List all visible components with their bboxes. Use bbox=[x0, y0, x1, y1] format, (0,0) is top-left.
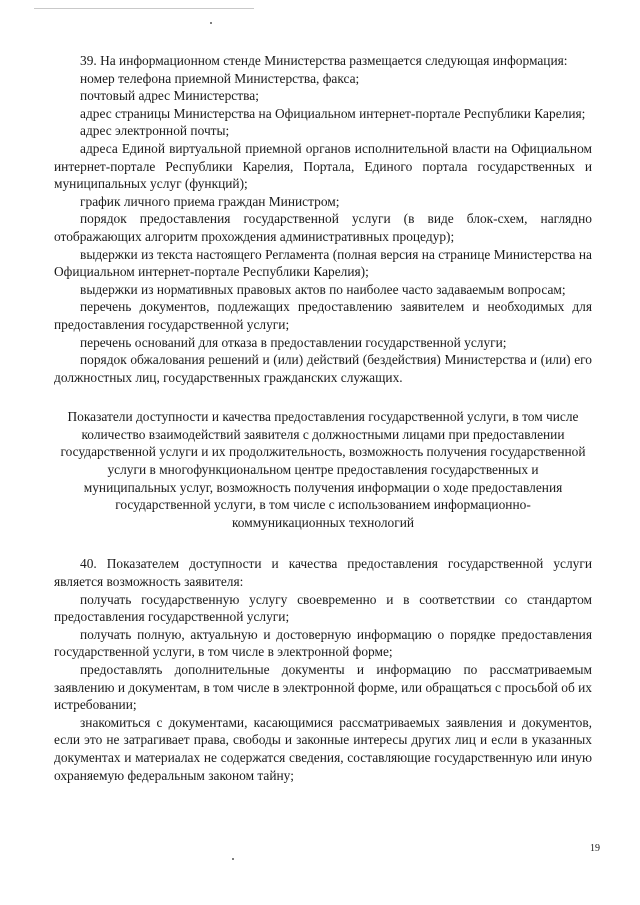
section-40-item: знакомиться с документами, касающимися рассматриваемых заявления и документов, если это не затрагивает права, свободы и законные интересы других лиц и если в указанных документах и материалах не содержатся сведения, составляющие государственную или иную охраняемую федеральным законом тайну; bbox=[54, 714, 592, 783]
section-39-item: адрес страницы Министерства на Официальном интернет-портале Республики Карелия; bbox=[80, 105, 586, 121]
scan-speck bbox=[232, 858, 234, 860]
section-40-intro: 40. Показателем доступности и качества предоставления государственной услуги является возможность заявителя: bbox=[54, 556, 592, 590]
section-39-item: адреса Единой виртуальной приемной органов исполнительной власти на Официальном интернет-портале Республики Карелия, Портала, Единого портала государственных и муниципальных услуг (функций); bbox=[54, 140, 592, 192]
section-39-item: график личного приема граждан Министром; bbox=[80, 193, 340, 209]
scan-speck bbox=[210, 22, 212, 24]
section-39-item: порядок обжалования решений и (или) действий (бездействия) Министерства и (или) его должностных лиц, государственных гражданских служащих. bbox=[54, 352, 592, 385]
spacer bbox=[54, 531, 592, 555]
section-40-item: получать полную, актуальную и достоверную информацию о порядке предоставления государственной услуги, в том числе в электронной форме; bbox=[54, 626, 592, 660]
section-39-item: выдержки из нормативных правовых актов по наиболее часто задаваемым вопросам; bbox=[80, 281, 566, 297]
section-39-item: перечень документов, подлежащих предоставлению заявителем и необходимых для предоставления государственной услуги; bbox=[54, 299, 592, 332]
section-39-item: выдержки из текста настоящего Регламента (полная версия на странице Министерства на Официальном интернет-портале Республики Карелия); bbox=[54, 246, 592, 280]
section-39-item: почтовый адрес Министерства; bbox=[80, 88, 259, 104]
section-39-intro: 39. На информационном стенде Министерства размещается следующая информация: bbox=[80, 53, 568, 68]
document-page bbox=[54, 52, 592, 784]
section-heading: Показатели доступности и качества предоставления государственной услуги, в том числе количество взаимодействий заявителя с должностными лицами при предоставлении государственной услуги и их продолжительность, возможность получения государственной услуги в многофункциональном центре предоставления государственных и муниципальных услуг, возможность получения информации о ходе предоставления государственной услуги, в том числе с использованием информационно-коммуникационных технологий bbox=[60, 409, 586, 530]
page-number: 19 bbox=[590, 843, 600, 854]
section-39-item: перечень оснований для отказа в предоставлении государственной услуги; bbox=[80, 334, 507, 350]
section-40-item: получать государственную услугу своевременно и в соответствии со стандартом предоставления государственной услуги; bbox=[54, 591, 592, 625]
section-40-item: предоставлять дополнительные документы и информацию по рассматриваемым заявлению и документам, в том числе в электронной форме, или обращаться с просьбой об их истребовании; bbox=[54, 662, 592, 713]
section-39-item: порядок предоставления государственной услуги (в виде блок-схем, наглядно отображающих алгоритм прохождения административных процедур); bbox=[54, 211, 592, 244]
section-39-item: адрес электронной почты; bbox=[80, 123, 230, 139]
section-39-item: номер телефона приемной Министерства, факса; bbox=[80, 70, 360, 86]
scan-edge-line bbox=[34, 8, 254, 9]
